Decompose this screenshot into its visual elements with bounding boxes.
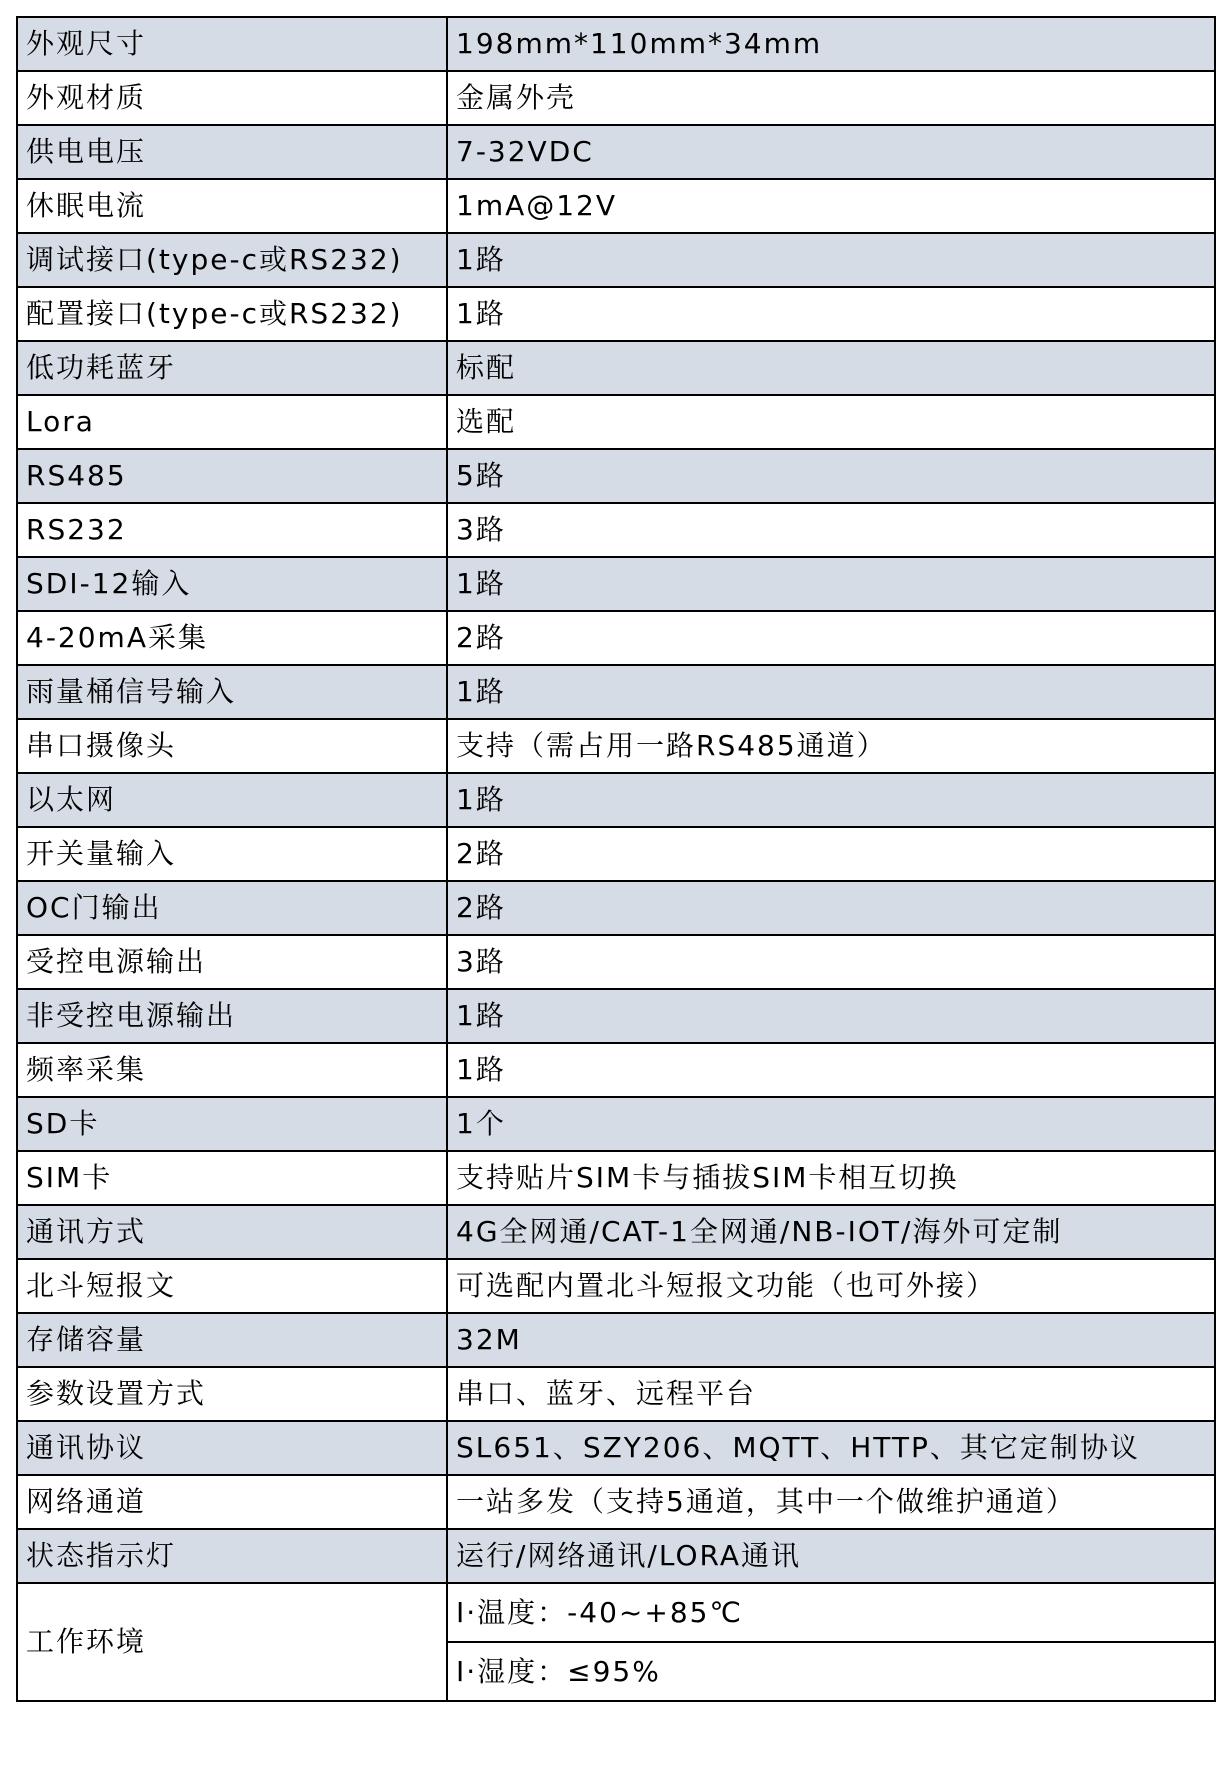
row-label: RS232	[17, 503, 447, 557]
row-label: 4-20mA采集	[17, 611, 447, 665]
row-value: 金属外壳	[447, 71, 1215, 125]
row-value: 2路	[447, 881, 1215, 935]
row-label: 参数设置方式	[17, 1367, 447, 1421]
row-label: 状态指示灯	[17, 1529, 447, 1583]
row-value: 一站多发（支持5通道，其中一个做维护通道）	[447, 1475, 1215, 1529]
row-value: 支持（需占用一路RS485通道）	[447, 719, 1215, 773]
table-row	[17, 1151, 1215, 1205]
table-row	[17, 827, 1215, 881]
row-value: 串口、蓝牙、远程平台	[447, 1367, 1215, 1421]
row-value: 2路	[447, 827, 1215, 881]
table-row	[17, 395, 1215, 449]
row-label: 非受控电源输出	[17, 989, 447, 1043]
row-label: SD卡	[17, 1097, 447, 1151]
row-label: 外观尺寸	[17, 17, 447, 71]
table-row	[17, 71, 1215, 125]
row-label: 休眠电流	[17, 179, 447, 233]
row-value: 1mA@12V	[447, 179, 1215, 233]
row-value: 3路	[447, 935, 1215, 989]
row-label: 通讯方式	[17, 1205, 447, 1259]
row-label: 串口摄像头	[17, 719, 447, 773]
row-value: 4G全网通/CAT-1全网通/NB-IOT/海外可定制	[447, 1205, 1215, 1259]
table-row-environment	[17, 1583, 1215, 1642]
row-value: 1个	[447, 1097, 1215, 1151]
row-value: 可选配内置北斗短报文功能（也可外接）	[447, 1259, 1215, 1313]
environment-label: 工作环境	[17, 1583, 447, 1701]
environment-humidity: I·湿度：≤95%	[447, 1642, 1215, 1701]
table-row	[17, 935, 1215, 989]
table-row	[17, 1529, 1215, 1583]
row-value: 选配	[447, 395, 1215, 449]
row-value: 运行/网络通讯/LORA通讯	[447, 1529, 1215, 1583]
table-row	[17, 503, 1215, 557]
row-value: 7-32VDC	[447, 125, 1215, 179]
row-value: 1路	[447, 1043, 1215, 1097]
row-value: SL651、SZY206、MQTT、HTTP、其它定制协议	[447, 1421, 1215, 1475]
table-row	[17, 17, 1215, 71]
row-label: 供电电压	[17, 125, 447, 179]
table-row	[17, 1259, 1215, 1313]
row-value: 5路	[447, 449, 1215, 503]
table-row	[17, 179, 1215, 233]
row-value: 1路	[447, 287, 1215, 341]
row-label: 调试接口(type-c或RS232)	[17, 233, 447, 287]
table-row	[17, 287, 1215, 341]
table-row	[17, 1313, 1215, 1367]
row-value: 标配	[447, 341, 1215, 395]
table-row	[17, 1205, 1215, 1259]
row-label: 北斗短报文	[17, 1259, 447, 1313]
environment-temperature: I·温度：-40~+85℃	[447, 1583, 1215, 1642]
row-value: 1路	[447, 773, 1215, 827]
table-row	[17, 665, 1215, 719]
row-value: 1路	[447, 233, 1215, 287]
table-row	[17, 557, 1215, 611]
table-row	[17, 989, 1215, 1043]
table-row	[17, 719, 1215, 773]
table-row	[17, 1475, 1215, 1529]
row-value: 支持贴片SIM卡与插拔SIM卡相互切换	[447, 1151, 1215, 1205]
row-value: 2路	[447, 611, 1215, 665]
row-value: 32M	[447, 1313, 1215, 1367]
row-label: 外观材质	[17, 71, 447, 125]
row-label: 以太网	[17, 773, 447, 827]
row-label: 频率采集	[17, 1043, 447, 1097]
row-value: 1路	[447, 557, 1215, 611]
table-row	[17, 125, 1215, 179]
table-row	[17, 449, 1215, 503]
table-row	[17, 1367, 1215, 1421]
row-label: Lora	[17, 395, 447, 449]
row-label: 网络通道	[17, 1475, 447, 1529]
spec-table	[16, 16, 1216, 1702]
row-label: SDI-12输入	[17, 557, 447, 611]
row-label: 配置接口(type-c或RS232)	[17, 287, 447, 341]
table-row	[17, 773, 1215, 827]
row-label: 雨量桶信号输入	[17, 665, 447, 719]
table-row	[17, 1421, 1215, 1475]
row-label: 存储容量	[17, 1313, 447, 1367]
row-label: 低功耗蓝牙	[17, 341, 447, 395]
table-row	[17, 233, 1215, 287]
row-value: 1路	[447, 989, 1215, 1043]
row-label: RS485	[17, 449, 447, 503]
row-label: 通讯协议	[17, 1421, 447, 1475]
table-row	[17, 1043, 1215, 1097]
row-label: SIM卡	[17, 1151, 447, 1205]
table-row	[17, 611, 1215, 665]
table-row	[17, 1097, 1215, 1151]
row-label: 受控电源输出	[17, 935, 447, 989]
row-value: 1路	[447, 665, 1215, 719]
row-value: 3路	[447, 503, 1215, 557]
row-value: 198mm*110mm*34mm	[447, 17, 1215, 71]
row-label: OC门输出	[17, 881, 447, 935]
table-row	[17, 341, 1215, 395]
table-row	[17, 881, 1215, 935]
row-label: 开关量输入	[17, 827, 447, 881]
